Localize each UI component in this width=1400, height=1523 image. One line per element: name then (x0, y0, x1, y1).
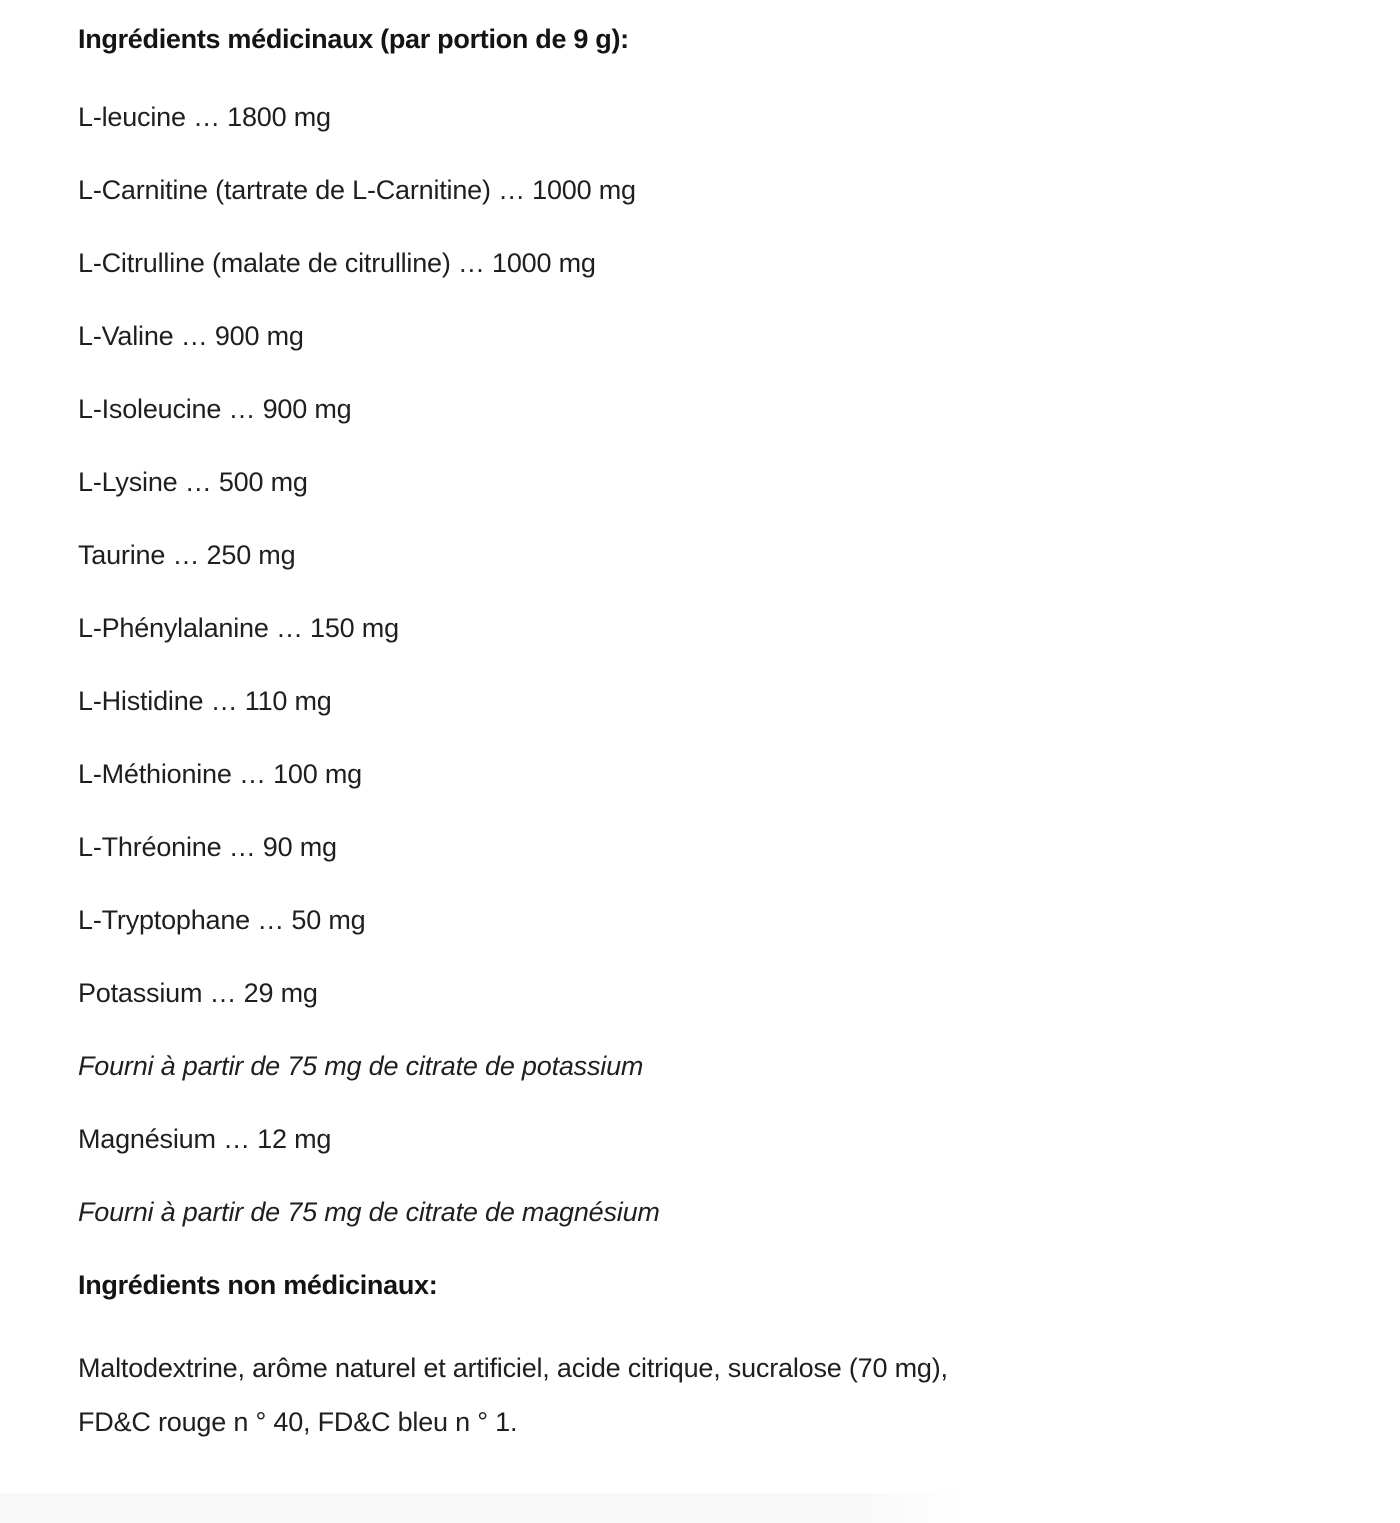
non-medicinal-ingredients-heading: Ingrédients non médicinaux: (78, 1270, 438, 1300)
ingredient-line-magnesium: Magnésium … 12 mg (78, 1124, 332, 1154)
potassium-source-note: Fourni à partir de 75 mg de citrate de potassium (78, 1051, 644, 1081)
non-medicinal-ingredients-paragraph (78, 1341, 1340, 1449)
non-medicinal-line-2: FD&C rouge n ° 40, FD&C bleu n ° 1. (78, 1407, 518, 1437)
non-medicinal-line-1: Maltodextrine, arôme naturel et artificiel, acide citrique, sucralose (70 mg), (78, 1353, 948, 1383)
ingredient-line-l-tryptophane: L-Tryptophane … 50 mg (78, 905, 366, 935)
magnesium-source-note: Fourni à partir de 75 mg de citrate de magnésium (78, 1197, 660, 1227)
ingredient-line-potassium: Potassium … 29 mg (78, 978, 318, 1008)
medicinal-ingredients-heading: Ingrédients médicinaux (par portion de 9 g): (78, 24, 629, 54)
ingredient-line-l-carnitine: L-Carnitine (tartrate de L-Carnitine) … 1000 mg (78, 175, 636, 205)
ingredient-line-l-phenylalanine: L-Phénylalanine … 150 mg (78, 613, 399, 643)
ingredient-line-l-citrulline: L-Citrulline (malate de citrulline) … 1000 mg (78, 248, 596, 278)
ingredient-line-l-leucine: L-leucine … 1800 mg (78, 102, 331, 132)
ingredient-line-l-histidine: L-Histidine … 110 mg (78, 686, 332, 716)
ingredient-line-l-methionine: L-Méthionine … 100 mg (78, 759, 362, 789)
ingredient-line-l-isoleucine: L-Isoleucine … 900 mg (78, 394, 352, 424)
page-bottom-shade (0, 1493, 965, 1523)
ingredient-line-l-threonine: L-Thréonine … 90 mg (78, 832, 337, 862)
ingredient-line-l-lysine: L-Lysine … 500 mg (78, 467, 308, 497)
ingredient-line-taurine: Taurine … 250 mg (78, 540, 296, 570)
ingredient-line-l-valine: L-Valine … 900 mg (78, 321, 304, 351)
